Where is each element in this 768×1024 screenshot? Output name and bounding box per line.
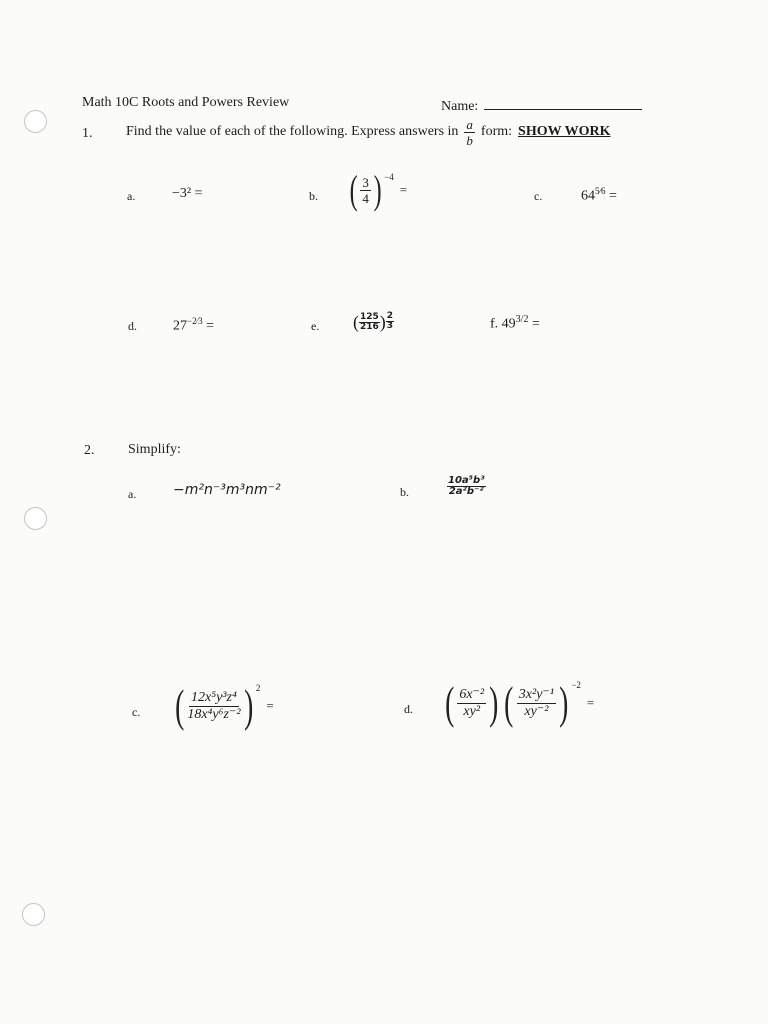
q1-instruction: Find the value of each of the following. Express answers in xyxy=(126,124,459,139)
q1e-label: e. xyxy=(311,319,320,333)
q1b-label: b. xyxy=(309,189,318,203)
binder-hole-middle xyxy=(24,507,47,530)
q2c-expression: ( $\frac{\text{12x⁵y³z⁴}}{\text{18x⁴y⁶z⁻²}}$ ) $^2$ = xyxy=(175,680,274,731)
show-work-label: SHOW WORK xyxy=(518,124,611,139)
q1d-label: d. xyxy=(128,319,137,333)
q1b-expression: ( $\frac{3}{4}$ ) $^{-4}$ = xyxy=(349,167,408,212)
q1-form-label: form: xyxy=(480,124,513,139)
q1a-label: a. xyxy=(127,189,136,203)
q2d-expression: ( $\frac{\text{6x⁻²}}{\text{xy²}}$ ) ( $\frac{\text{3x²y⁻¹}}{\text{xy⁻²}}$ ) $^{-2}$ = xyxy=(445,677,595,728)
q2a-label: a. xyxy=(128,487,137,501)
q2c-label: c. xyxy=(132,705,141,719)
q2-number: 2. xyxy=(84,443,95,458)
q2b-label: b. xyxy=(400,485,409,499)
worksheet-title: Math 10C Roots and Powers Review xyxy=(82,95,290,110)
q1c-expression: $64^{5⁄6}$ = xyxy=(581,186,617,204)
q1e-expression: ( $\frac{125}{216}$ ) $\frac{2}{3}$ xyxy=(353,311,394,332)
binder-hole-top xyxy=(24,110,47,133)
q2-instruction: Simplify: xyxy=(128,442,181,457)
q2a-expression: −m²n⁻³m³nm⁻² xyxy=(173,482,281,498)
q1f-expression: f. $49^{3/2}$ = xyxy=(490,314,540,332)
q2b-expression: $\frac{\text{10a⁵b³}}{\text{2a²b⁻²}}$ xyxy=(448,475,485,497)
q1-number: 1. xyxy=(82,126,93,141)
q1d-expression: $27^{-2⁄3}$ = xyxy=(173,316,214,334)
q1-instruction-line xyxy=(126,114,610,150)
q1a-expression: −3² = xyxy=(172,186,203,201)
name-blank-line[interactable] xyxy=(484,95,642,110)
a-over-b-fraction: $\frac{a}{b}$ xyxy=(466,116,473,148)
q1c-label: c. xyxy=(534,189,543,203)
name-label: Name: xyxy=(441,99,479,114)
name-field[interactable] xyxy=(441,95,642,115)
binder-hole-bottom xyxy=(22,903,45,926)
q2d-label: d. xyxy=(404,702,413,716)
